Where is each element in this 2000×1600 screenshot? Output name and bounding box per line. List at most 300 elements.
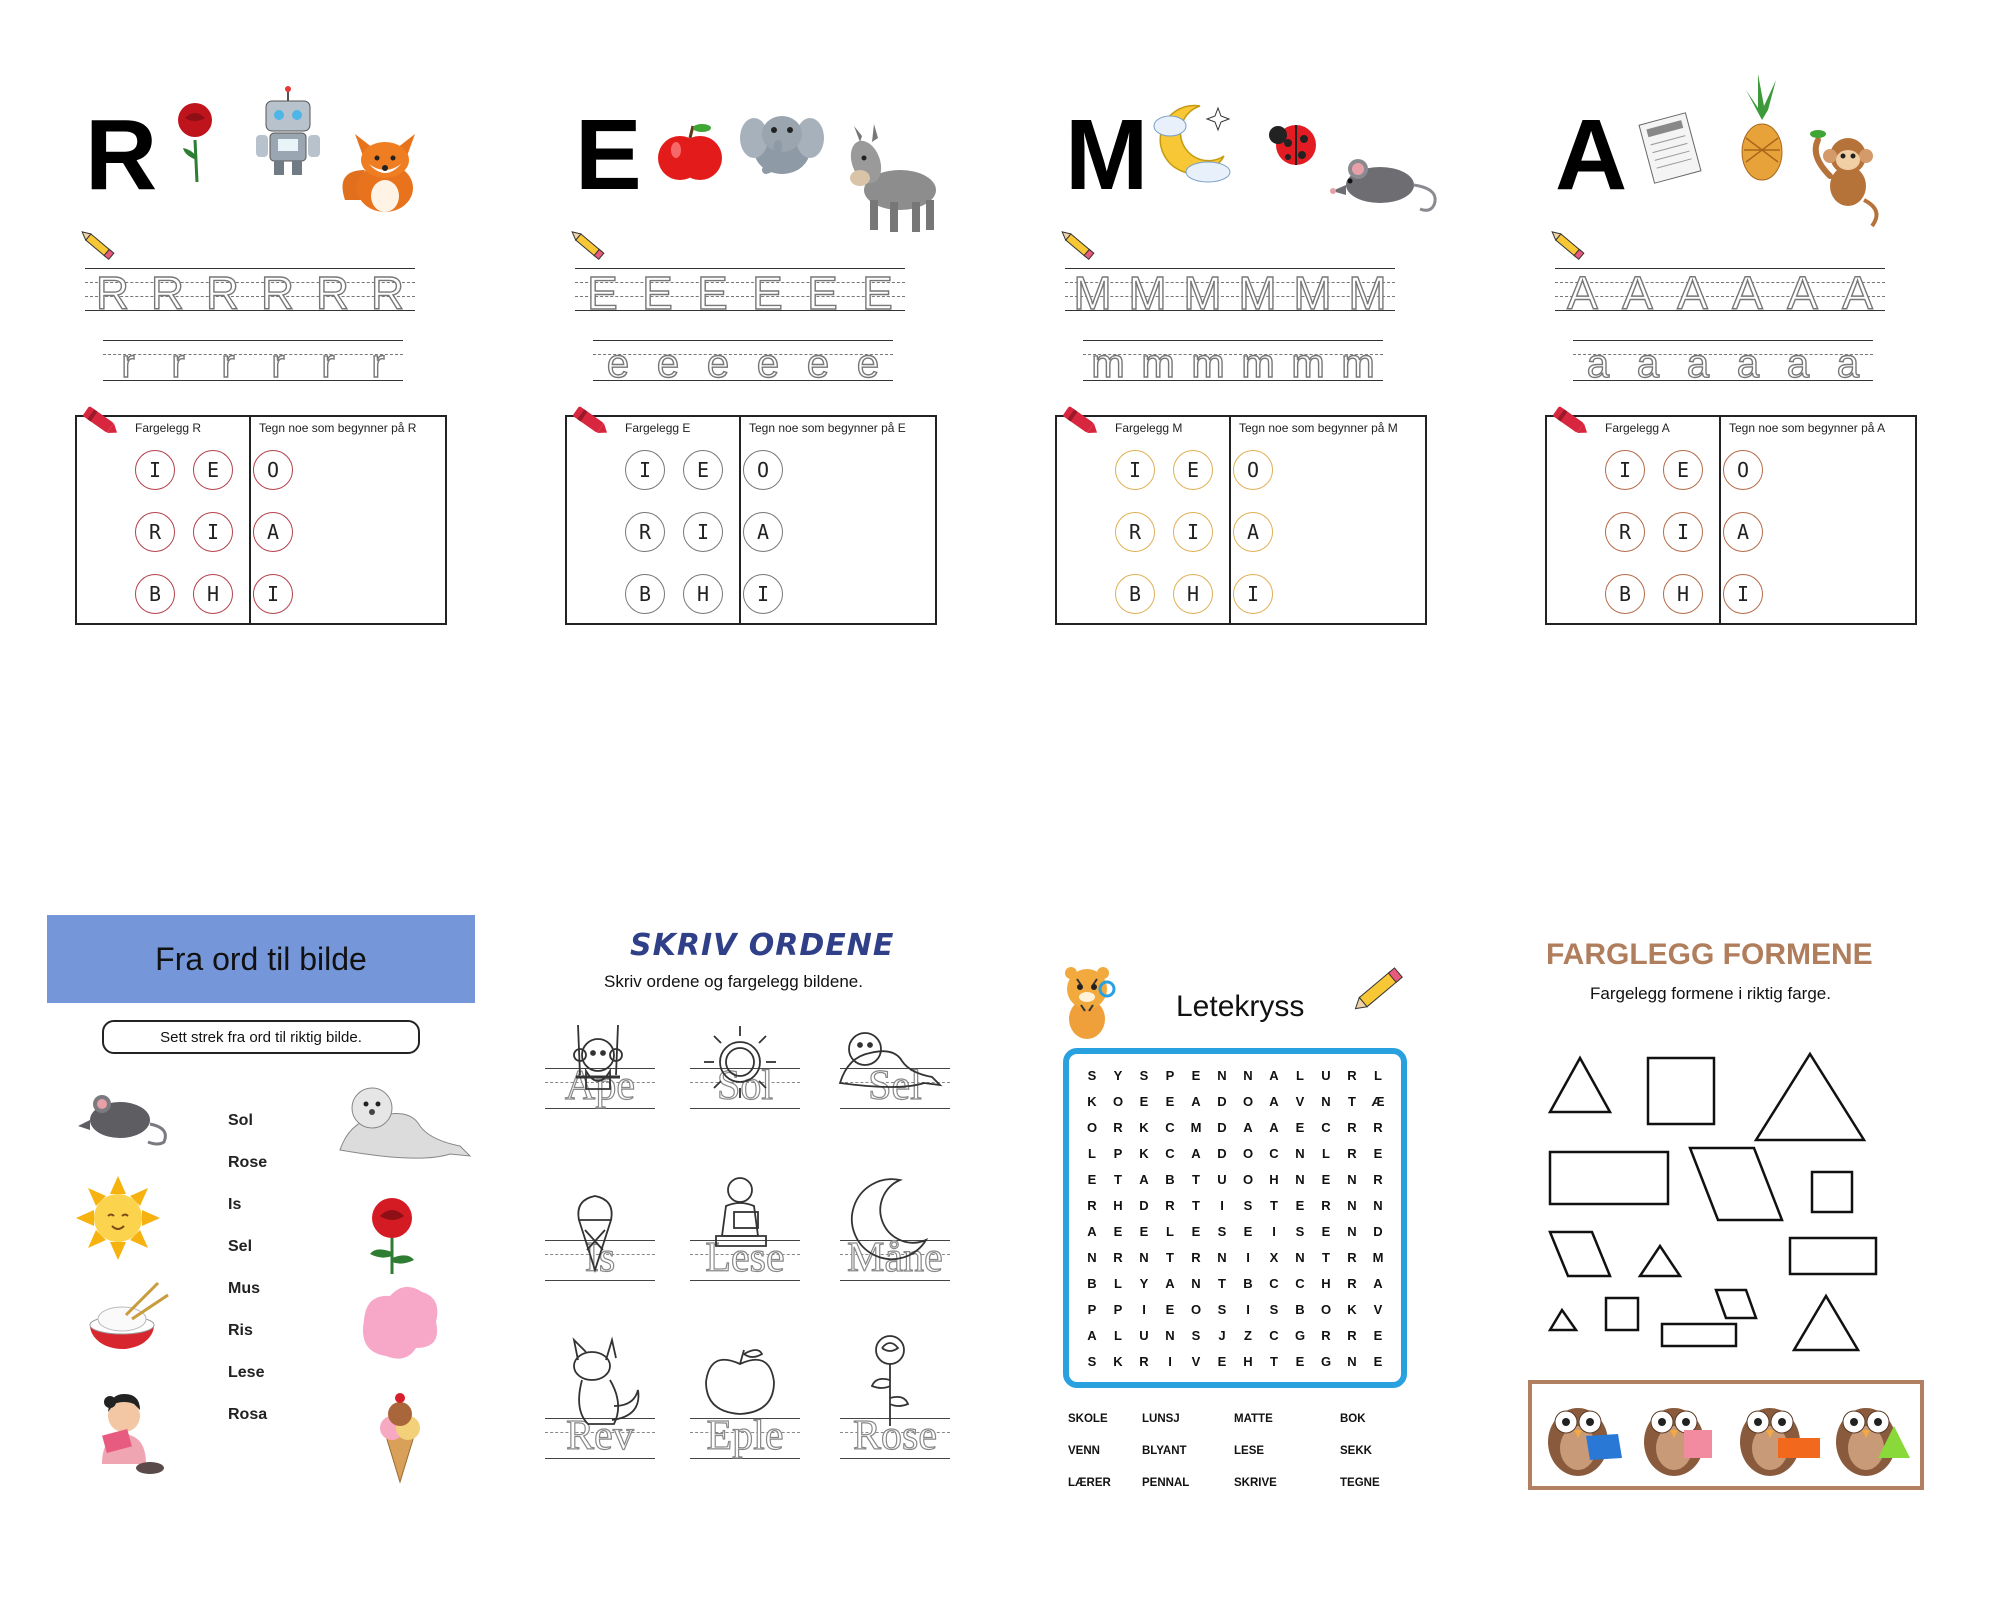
- color-letter-circle[interactable]: I: [1723, 574, 1763, 614]
- search-word: LÆRER: [1068, 1477, 1111, 1489]
- color-letter-circle[interactable]: A: [743, 512, 783, 552]
- grid-letter[interactable]: E: [1373, 1353, 1383, 1369]
- parallelogram-shape: [1716, 1290, 1756, 1318]
- grid-letter[interactable]: A: [1269, 1067, 1279, 1083]
- draw-heading: Tegn noe som begynner på E: [749, 421, 906, 435]
- grid-letter[interactable]: A: [1243, 1119, 1253, 1135]
- trace-word-text: Eple: [706, 1413, 784, 1459]
- ice-cream-outline-icon: [578, 1196, 611, 1270]
- grid-letter[interactable]: I: [1142, 1301, 1146, 1317]
- grid-letter[interactable]: A: [1087, 1327, 1097, 1343]
- grid-letter[interactable]: D: [1217, 1093, 1227, 1109]
- color-letter-circle[interactable]: I: [253, 574, 293, 614]
- trace-letter: m: [1241, 342, 1275, 386]
- grid-letter[interactable]: O: [1086, 1119, 1098, 1135]
- owl-green-icon: [1836, 1408, 1910, 1476]
- grid-letter[interactable]: L: [1114, 1327, 1122, 1343]
- skriv-pictures: [540, 1010, 960, 1490]
- grid-letter[interactable]: C: [1269, 1145, 1279, 1161]
- grid-letter[interactable]: S: [1295, 1223, 1305, 1239]
- rectangle-shape: [1662, 1324, 1736, 1346]
- grid-letter[interactable]: A: [1191, 1093, 1201, 1109]
- big-letter: A: [1555, 99, 1628, 211]
- grid-letter[interactable]: O: [1242, 1171, 1254, 1187]
- search-word: BLYANT: [1142, 1445, 1187, 1457]
- color-letter-circle[interactable]: A: [253, 512, 293, 552]
- grid-letter[interactable]: K: [1087, 1093, 1097, 1109]
- ice-cream-icon: [380, 1393, 420, 1482]
- grid-letter[interactable]: S: [1139, 1067, 1149, 1083]
- grid-letter[interactable]: N: [1347, 1197, 1357, 1213]
- grid-letter[interactable]: N: [1295, 1145, 1305, 1161]
- color-letter-circle[interactable]: I: [1663, 512, 1703, 552]
- color-heading: Fargelegg M: [1115, 421, 1183, 435]
- elephant-icon: [740, 116, 824, 174]
- sun-outline-icon: [704, 1026, 776, 1098]
- color-letter-circle[interactable]: R: [1115, 512, 1155, 552]
- pineapple-icon: [1742, 74, 1782, 180]
- grid-letter[interactable]: T: [1192, 1171, 1200, 1187]
- trace-letter: E: [862, 267, 893, 319]
- fox-icon: [343, 134, 416, 212]
- trace-letter: M: [1183, 267, 1222, 319]
- grid-letter[interactable]: E: [1191, 1223, 1201, 1239]
- grid-letter[interactable]: E: [1113, 1223, 1123, 1239]
- apple-icon: [658, 124, 722, 180]
- grid-letter[interactable]: N: [1139, 1249, 1149, 1265]
- color-letter-circle[interactable]: I: [193, 512, 233, 552]
- grid-letter[interactable]: P: [1165, 1067, 1175, 1083]
- grid-letter[interactable]: N: [1347, 1171, 1357, 1187]
- grid-letter[interactable]: D: [1139, 1197, 1149, 1213]
- parallelogram-shape: [1690, 1148, 1782, 1220]
- rectangle-shape: [1790, 1238, 1876, 1274]
- rice-bowl-icon: [90, 1283, 168, 1349]
- grid-letter[interactable]: R: [1347, 1067, 1357, 1083]
- sun-icon: [76, 1176, 160, 1260]
- grid-letter[interactable]: S: [1269, 1301, 1279, 1317]
- trace-letter: r: [171, 342, 185, 386]
- color-letter-circle[interactable]: R: [135, 512, 175, 552]
- grid-letter[interactable]: R: [1347, 1275, 1357, 1291]
- grid-letter[interactable]: P: [1087, 1301, 1097, 1317]
- big-letter: E: [575, 99, 642, 211]
- ladybug-icon: [1269, 125, 1316, 165]
- grid-letter[interactable]: C: [1165, 1119, 1175, 1135]
- grid-letter[interactable]: B: [1243, 1275, 1253, 1291]
- grid-letter[interactable]: K: [1139, 1145, 1149, 1161]
- search-word: VENN: [1068, 1445, 1100, 1457]
- grid-letter[interactable]: O: [1242, 1145, 1254, 1161]
- grid-letter[interactable]: X: [1269, 1249, 1279, 1265]
- grid-letter[interactable]: L: [1114, 1275, 1122, 1291]
- moon-icon: [1154, 106, 1230, 182]
- grid-letter[interactable]: L: [1322, 1145, 1330, 1161]
- color-letter-circle[interactable]: R: [1605, 512, 1645, 552]
- color-letter-circle[interactable]: I: [743, 574, 783, 614]
- robot-icon: [256, 86, 320, 175]
- big-letter: M: [1065, 99, 1149, 211]
- color-letter-circle[interactable]: I: [625, 450, 665, 490]
- grid-letter[interactable]: A: [1269, 1093, 1279, 1109]
- search-word: SEKK: [1340, 1445, 1372, 1457]
- color-letter-circle[interactable]: O: [1233, 450, 1273, 490]
- triangle-shape: [1794, 1296, 1858, 1350]
- grid-letter[interactable]: R: [1373, 1171, 1383, 1187]
- grid-letter[interactable]: N: [1347, 1353, 1357, 1369]
- color-letter-circle[interactable]: H: [683, 574, 723, 614]
- parallelogram-shape: [1550, 1232, 1610, 1276]
- color-letter-circle[interactable]: I: [683, 512, 723, 552]
- big-letter: R: [85, 99, 158, 211]
- trace-letter: A: [1787, 267, 1818, 319]
- grid-letter[interactable]: E: [1373, 1327, 1383, 1343]
- search-word: PENNAL: [1142, 1477, 1190, 1489]
- color-letter-circle[interactable]: H: [193, 574, 233, 614]
- grid-letter[interactable]: N: [1087, 1249, 1097, 1265]
- grid-letter[interactable]: E: [1373, 1145, 1383, 1161]
- grid-letter[interactable]: Y: [1139, 1275, 1149, 1291]
- color-letter-circle[interactable]: O: [743, 450, 783, 490]
- color-letter-circle[interactable]: R: [625, 512, 665, 552]
- grid-letter[interactable]: E: [1321, 1223, 1331, 1239]
- draw-heading: Tegn noe som begynner på A: [1729, 421, 1886, 435]
- color-letter-circle[interactable]: A: [1723, 512, 1763, 552]
- grid-letter[interactable]: D: [1373, 1223, 1383, 1239]
- trace-letter: M: [1128, 267, 1167, 319]
- grid-letter[interactable]: B: [1087, 1275, 1097, 1291]
- grid-letter[interactable]: L: [1088, 1145, 1096, 1161]
- grid-letter[interactable]: U: [1217, 1171, 1227, 1187]
- grid-letter[interactable]: C: [1269, 1327, 1279, 1343]
- fra-ord-instruction: Sett strek fra ord til riktig bilde.: [102, 1020, 420, 1054]
- grid-letter[interactable]: I: [1220, 1197, 1224, 1213]
- grid-letter[interactable]: E: [1139, 1093, 1149, 1109]
- trace-letter: M: [1238, 267, 1277, 319]
- grid-letter[interactable]: R: [1087, 1197, 1097, 1213]
- grid-letter[interactable]: D: [1217, 1145, 1227, 1161]
- color-letter-circle[interactable]: B: [1605, 574, 1645, 614]
- tiger-icon: [1055, 965, 1125, 1045]
- trace-letter: R: [95, 267, 130, 319]
- fra-ord-pictures: [0, 1050, 500, 1500]
- grid-letter[interactable]: O: [1320, 1301, 1332, 1317]
- letekryss-title: Letekryss: [1176, 990, 1305, 1023]
- owl-blue-icon: [1548, 1408, 1622, 1476]
- grid-letter[interactable]: S: [1217, 1301, 1227, 1317]
- trace-letter: m: [1141, 342, 1175, 386]
- grid-letter[interactable]: N: [1191, 1275, 1201, 1291]
- grid-letter[interactable]: S: [1087, 1353, 1097, 1369]
- match-word[interactable]: Ris: [228, 1322, 253, 1339]
- color-letter-circle[interactable]: O: [253, 450, 293, 490]
- color-letter-circle[interactable]: I: [1115, 450, 1155, 490]
- trace-letter: r: [221, 342, 235, 386]
- grid-letter[interactable]: C: [1269, 1275, 1279, 1291]
- grid-letter[interactable]: S: [1243, 1197, 1253, 1213]
- grid-letter[interactable]: J: [1218, 1327, 1226, 1343]
- trace-letter: m: [1191, 342, 1225, 386]
- newspaper-icon: [1639, 113, 1701, 183]
- grid-letter[interactable]: R: [1113, 1119, 1123, 1135]
- color-letter-circle[interactable]: H: [1663, 574, 1703, 614]
- grid-letter[interactable]: C: [1295, 1275, 1305, 1291]
- rose-icon: [178, 103, 212, 182]
- grid-letter[interactable]: B: [1165, 1171, 1175, 1187]
- grid-letter[interactable]: E: [1087, 1171, 1097, 1187]
- grid-letter[interactable]: E: [1321, 1171, 1331, 1187]
- trace-letter: A: [1677, 267, 1708, 319]
- trace-letter: e: [606, 342, 630, 386]
- trace-letter: a: [1586, 342, 1610, 386]
- grid-letter[interactable]: L: [1166, 1223, 1174, 1239]
- grid-letter[interactable]: T: [1114, 1171, 1122, 1187]
- grid-letter[interactable]: P: [1113, 1301, 1123, 1317]
- match-word[interactable]: Sel: [228, 1238, 253, 1255]
- color-letter-circle[interactable]: I: [135, 450, 175, 490]
- skriv-title: SKRIV ORDENE: [630, 928, 895, 963]
- trace-letter: e: [706, 342, 730, 386]
- trace-word-text: Rev: [566, 1413, 634, 1459]
- grid-letter[interactable]: O: [1190, 1301, 1202, 1317]
- grid-letter[interactable]: T: [1270, 1197, 1278, 1213]
- grid-letter[interactable]: T: [1348, 1093, 1356, 1109]
- grid-letter[interactable]: K: [1113, 1353, 1123, 1369]
- search-word: TEGNE: [1340, 1477, 1380, 1489]
- moon-outline-icon: [852, 1179, 926, 1259]
- trace-letter: e: [856, 342, 880, 386]
- grid-letter[interactable]: P: [1113, 1145, 1123, 1161]
- grid-letter[interactable]: C: [1321, 1119, 1331, 1135]
- grid-letter[interactable]: T: [1166, 1249, 1174, 1265]
- color-letter-circle[interactable]: E: [193, 450, 233, 490]
- grid-letter[interactable]: O: [1242, 1093, 1254, 1109]
- grid-letter[interactable]: A: [1139, 1171, 1149, 1187]
- trace-letter: e: [656, 342, 680, 386]
- grid-letter[interactable]: H: [1113, 1197, 1123, 1213]
- grid-letter[interactable]: I: [1246, 1301, 1250, 1317]
- grid-letter[interactable]: R: [1113, 1249, 1123, 1265]
- grid-letter[interactable]: R: [1347, 1249, 1357, 1265]
- trace-letter: E: [642, 267, 673, 319]
- grid-letter[interactable]: H: [1243, 1353, 1253, 1369]
- rectangle-shape: [1550, 1152, 1668, 1204]
- grid-letter[interactable]: N: [1217, 1249, 1227, 1265]
- reading-boy-icon: [716, 1178, 766, 1246]
- grid-letter[interactable]: A: [1087, 1223, 1097, 1239]
- grid-letter[interactable]: N: [1165, 1327, 1175, 1343]
- grid-letter[interactable]: E: [1191, 1067, 1201, 1083]
- grid-letter[interactable]: K: [1347, 1301, 1357, 1317]
- grid-letter[interactable]: V: [1191, 1353, 1201, 1369]
- grid-letter[interactable]: E: [1243, 1223, 1253, 1239]
- grid-letter[interactable]: R: [1321, 1197, 1331, 1213]
- grid-letter[interactable]: N: [1321, 1093, 1331, 1109]
- grid-letter[interactable]: R: [1165, 1197, 1175, 1213]
- grid-letter[interactable]: R: [1373, 1119, 1383, 1135]
- grid-letter[interactable]: T: [1192, 1197, 1200, 1213]
- grid-letter[interactable]: L: [1374, 1067, 1382, 1083]
- trace-letter: E: [697, 267, 728, 319]
- trace-letter: R: [150, 267, 185, 319]
- search-word: BOK: [1340, 1413, 1366, 1425]
- trace-letter: R: [205, 267, 240, 319]
- grid-letter[interactable]: S: [1217, 1223, 1227, 1239]
- match-word[interactable]: Is: [228, 1196, 242, 1213]
- formene-title: FARGLEGG FORMENE: [1546, 938, 1873, 971]
- pink-blob-icon: [363, 1287, 437, 1359]
- color-letter-circle[interactable]: E: [1663, 450, 1703, 490]
- color-letter-circle[interactable]: E: [1173, 450, 1213, 490]
- grid-letter[interactable]: E: [1295, 1119, 1305, 1135]
- color-letter-circle[interactable]: E: [683, 450, 723, 490]
- grid-letter[interactable]: E: [1139, 1223, 1149, 1239]
- owl-pink-icon: [1644, 1408, 1712, 1476]
- grid-letter[interactable]: K: [1139, 1119, 1149, 1135]
- color-letter-circle[interactable]: I: [1173, 512, 1213, 552]
- grid-letter[interactable]: A: [1191, 1145, 1201, 1161]
- grid-letter[interactable]: U: [1321, 1067, 1331, 1083]
- grid-letter[interactable]: N: [1295, 1249, 1305, 1265]
- monkey-swing-icon: [574, 1025, 622, 1089]
- trace-word-text: Ape: [565, 1063, 635, 1109]
- grid-letter[interactable]: S: [1191, 1327, 1201, 1343]
- grid-letter[interactable]: A: [1269, 1119, 1279, 1135]
- grid-letter[interactable]: V: [1295, 1093, 1305, 1109]
- match-word[interactable]: Sol: [228, 1112, 253, 1129]
- triangle-shape: [1550, 1058, 1610, 1112]
- grid-letter[interactable]: R: [1321, 1327, 1331, 1343]
- grid-letter[interactable]: G: [1294, 1327, 1306, 1343]
- match-word[interactable]: Rose: [228, 1154, 268, 1171]
- search-word: SKOLE: [1068, 1413, 1108, 1425]
- grid-letter[interactable]: G: [1320, 1353, 1332, 1369]
- trace-letter: m: [1341, 342, 1375, 386]
- grid-letter[interactable]: A: [1373, 1275, 1383, 1291]
- grid-letter[interactable]: R: [1139, 1353, 1149, 1369]
- grid-letter[interactable]: M: [1190, 1119, 1202, 1135]
- triangle-shape: [1756, 1054, 1864, 1140]
- trace-letter: R: [370, 267, 405, 319]
- color-letter-circle[interactable]: B: [625, 574, 665, 614]
- color-heading: Fargelegg R: [135, 421, 202, 435]
- trace-letter: e: [806, 342, 830, 386]
- grid-letter[interactable]: U: [1139, 1327, 1149, 1343]
- color-letter-circle[interactable]: A: [1233, 512, 1273, 552]
- draw-heading: Tegn noe som begynner på R: [259, 421, 417, 435]
- grid-letter[interactable]: N: [1217, 1067, 1227, 1083]
- trace-word-text: Lese: [705, 1235, 785, 1281]
- match-word[interactable]: Rosa: [228, 1406, 268, 1423]
- search-word: LUNSJ: [1142, 1413, 1180, 1425]
- draw-heading: Tegn noe som begynner på M: [1239, 421, 1398, 435]
- grid-letter[interactable]: B: [1295, 1301, 1305, 1317]
- grid-letter[interactable]: N: [1347, 1223, 1357, 1239]
- trace-letter: E: [807, 267, 838, 319]
- color-letter-circle[interactable]: I: [1605, 450, 1645, 490]
- grid-letter[interactable]: H: [1269, 1171, 1279, 1187]
- trace-letter: r: [271, 342, 285, 386]
- grid-letter[interactable]: R: [1347, 1327, 1357, 1343]
- trace-letter: m: [1291, 342, 1325, 386]
- trace-letter: a: [1636, 342, 1660, 386]
- grid-letter[interactable]: E: [1295, 1353, 1305, 1369]
- color-heading: Fargelegg A: [1605, 421, 1670, 435]
- grid-letter[interactable]: T: [1270, 1353, 1278, 1369]
- word-search-grid: [1063, 1048, 1407, 1388]
- fox-outline-icon: [574, 1340, 638, 1424]
- rose-icon: [370, 1198, 414, 1274]
- grid-letter[interactable]: S: [1087, 1067, 1097, 1083]
- grid-letter[interactable]: R: [1191, 1249, 1201, 1265]
- grid-letter[interactable]: V: [1373, 1301, 1383, 1317]
- match-word[interactable]: Mus: [228, 1280, 260, 1297]
- color-letter-circle[interactable]: H: [1173, 574, 1213, 614]
- grid-letter[interactable]: E: [1165, 1301, 1175, 1317]
- grid-letter[interactable]: N: [1243, 1067, 1253, 1083]
- color-letter-circle[interactable]: O: [1723, 450, 1763, 490]
- color-letter-circle[interactable]: B: [1115, 574, 1155, 614]
- grid-letter[interactable]: O: [1112, 1093, 1124, 1109]
- grid-letter[interactable]: N: [1295, 1171, 1305, 1187]
- search-word: LESE: [1234, 1445, 1265, 1457]
- trace-letter: M: [1073, 267, 1112, 319]
- grid-letter[interactable]: L: [1296, 1067, 1304, 1083]
- grid-letter[interactable]: I: [1246, 1249, 1250, 1265]
- trace-letter: R: [315, 267, 350, 319]
- grid-letter[interactable]: E: [1295, 1197, 1305, 1213]
- square-shape: [1606, 1298, 1638, 1330]
- trace-letter: e: [756, 342, 780, 386]
- grid-letter[interactable]: R: [1347, 1145, 1357, 1161]
- grid-letter[interactable]: D: [1217, 1119, 1227, 1135]
- trace-letter: a: [1786, 342, 1810, 386]
- grid-letter[interactable]: Y: [1113, 1067, 1123, 1083]
- donkey-icon: [845, 124, 936, 232]
- seal-outline-icon: [840, 1033, 940, 1087]
- color-letter-circle[interactable]: B: [135, 574, 175, 614]
- mouse-icon: [78, 1095, 165, 1144]
- triangle-shape: [1640, 1246, 1680, 1276]
- grid-letter[interactable]: I: [1168, 1353, 1172, 1369]
- grid-letter[interactable]: T: [1322, 1249, 1330, 1265]
- letter-illustrations: [0, 0, 2000, 700]
- grid-letter[interactable]: Z: [1244, 1327, 1252, 1343]
- trace-letter: A: [1567, 267, 1598, 319]
- grid-letter[interactable]: T: [1218, 1275, 1226, 1291]
- shapes-area: [1520, 1040, 1940, 1370]
- apple-outline-icon: [706, 1350, 774, 1414]
- owl-orange-icon: [1740, 1408, 1820, 1476]
- grid-letter[interactable]: E: [1165, 1093, 1175, 1109]
- grid-letter[interactable]: E: [1217, 1353, 1227, 1369]
- grid-letter[interactable]: M: [1372, 1249, 1384, 1265]
- match-word[interactable]: Lese: [228, 1364, 265, 1381]
- grid-letter[interactable]: Æ: [1371, 1093, 1385, 1109]
- grid-letter[interactable]: C: [1165, 1145, 1175, 1161]
- grid-letter[interactable]: R: [1347, 1119, 1357, 1135]
- reading-girl-icon: [102, 1394, 164, 1474]
- grid-letter[interactable]: H: [1321, 1275, 1331, 1291]
- trace-letter: m: [1091, 342, 1125, 386]
- grid-letter[interactable]: N: [1373, 1197, 1383, 1213]
- triangle-shape: [1550, 1310, 1576, 1330]
- color-letter-circle[interactable]: I: [1233, 574, 1273, 614]
- grid-letter[interactable]: I: [1272, 1223, 1276, 1239]
- grid-letter[interactable]: A: [1165, 1275, 1175, 1291]
- trace-letter: M: [1293, 267, 1332, 319]
- square-shape: [1648, 1058, 1714, 1124]
